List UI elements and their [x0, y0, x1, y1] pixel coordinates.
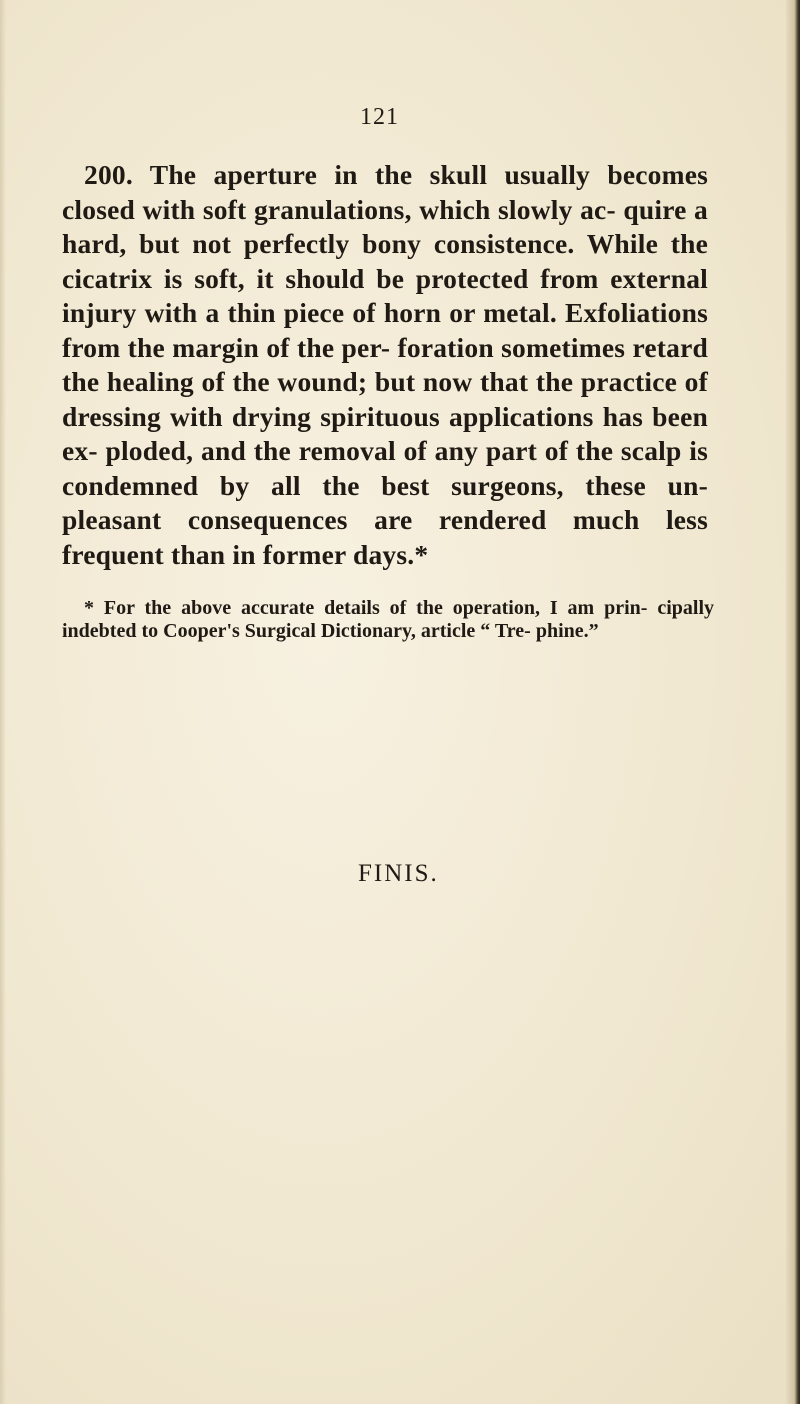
paragraph-200: 200. The aperture in the skull usually becomes closed with soft granulations, which slowly ac- quire a hard, but not perfectly bony consistence. While the cicatrix is soft, it should be protected from external injury with a thin piece of horn or metal. Exfoliations from the margin of the per- foration sometimes retard the healing of the wound; but now that the practice of dressing with drying spirituous applications has been ex- ploded, and the removal of any part of the scalp is condemned by all the best surgeons, these un- pleasant consequences are rendered much less frequent than in former days.* — [62, 159, 708, 570]
page-number: 121 — [360, 104, 399, 130]
finis-heading: FINIS. — [358, 860, 439, 887]
page-gutter-shadow — [0, 0, 6, 1404]
page-edge — [786, 0, 800, 1404]
footnote: * For the above accurate details of the operation, I am prin- cipally indebted to Cooper's Surgical Dictionary, article “ Tre- phine.” — [62, 597, 714, 642]
